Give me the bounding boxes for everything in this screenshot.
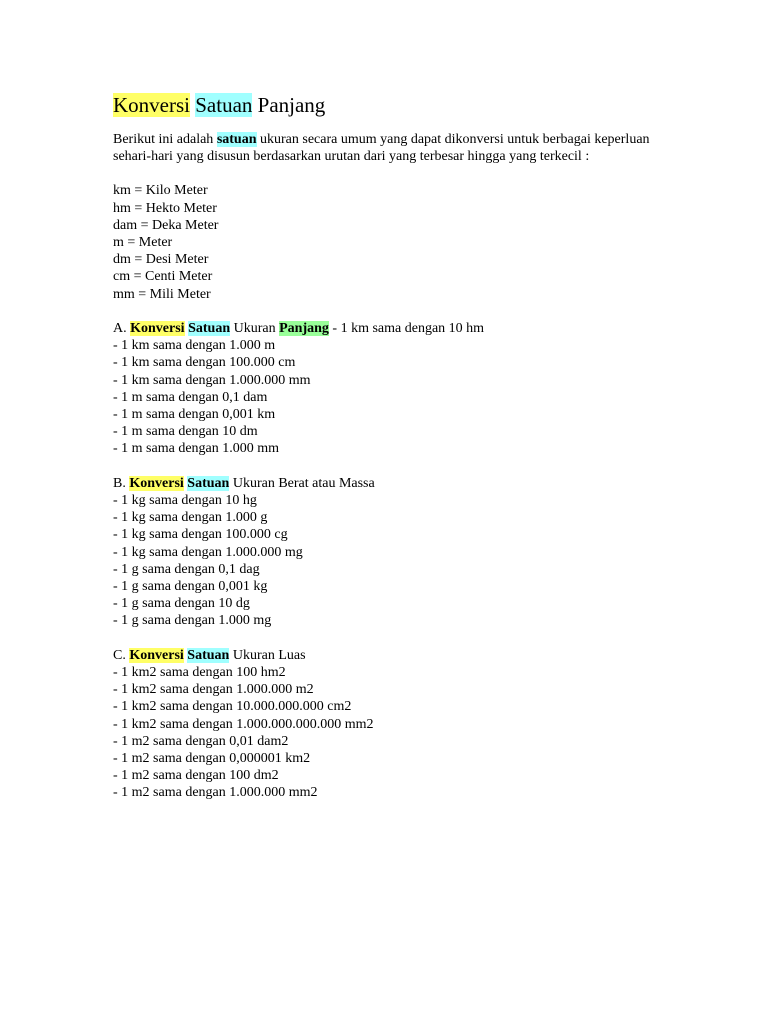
unit-item: dm = Desi Meter: [113, 252, 209, 268]
intro-text-start: Berikut ini adalah: [113, 132, 217, 147]
section-a-highlight-satuan: Satuan: [188, 321, 231, 337]
title-highlight-satuan: Satuan: [195, 93, 253, 117]
page-title: [113, 90, 673, 120]
title-word-panjang: Panjang: [257, 93, 326, 117]
list-item: - 1 km sama dengan 1.000 m: [113, 338, 276, 354]
list-item: - 1 km2 sama dengan 100 hm2: [113, 665, 286, 681]
unit-item: cm = Centi Meter: [113, 269, 213, 285]
unit-list: [113, 182, 673, 801]
list-item: - 1 km sama dengan 100.000 cm: [113, 355, 296, 371]
list-item: - 1 g sama dengan 0,001 kg: [113, 579, 268, 595]
spacer: [113, 303, 673, 320]
list-item: - 1 kg sama dengan 100.000 cg: [113, 527, 288, 543]
list-item: - 1 km2 sama dengan 1.000.000 m2: [113, 682, 314, 698]
intro-highlight-satuan: satuan: [216, 132, 257, 147]
intro-paragraph: [113, 131, 673, 165]
section-a-highlight-konversi: Konversi: [130, 321, 185, 337]
list-item: - 1 m sama dengan 0,1 dam: [113, 389, 268, 405]
list-item: - 1 m2 sama dengan 1.000.000 mm2: [113, 785, 318, 801]
list-item: - 1 m sama dengan 0,001 km: [113, 407, 276, 423]
section-a-letter: A.: [113, 321, 131, 337]
section-a-middle: Ukuran: [230, 321, 280, 337]
section-b-letter: B.: [113, 475, 130, 491]
section-b-rest: Ukuran Berat atau Massa: [229, 475, 375, 491]
unit-item: mm = Mili Meter: [113, 286, 211, 302]
list-item: - 1 g sama dengan 1.000 mg: [113, 613, 272, 629]
list-item: - 1 m2 sama dengan 0,000001 km2: [113, 751, 311, 767]
unit-item: km = Kilo Meter: [113, 183, 208, 199]
list-item: - 1 g sama dengan 10 dg: [113, 596, 250, 612]
section-c-heading: [113, 647, 673, 664]
list-item: - 1 m2 sama dengan 100 dm2: [113, 768, 279, 784]
section-c-highlight-konversi: Konversi: [129, 647, 184, 663]
section-b-heading: [113, 475, 673, 492]
title-highlight-konversi: Konversi: [113, 93, 190, 117]
unit-item: hm = Hekto Meter: [113, 200, 217, 216]
intro-text-end: ukuran secara umum yang dapat dikonversi untuk berbagai keperluan sehari-hari yang disusun berdasarkan urutan dari yang terbesar hingga yang terkecil :: [113, 132, 650, 165]
spacer: [113, 630, 673, 647]
list-item: - 1 kg sama dengan 1.000.000 mg: [113, 544, 303, 560]
list-item: - 1 kg sama dengan 10 hg: [113, 493, 257, 509]
section-c-letter: C.: [113, 647, 130, 663]
unit-item: dam = Deka Meter: [113, 217, 219, 233]
document-page: [113, 90, 673, 802]
section-c-highlight-satuan: Satuan: [187, 647, 230, 663]
unit-item: m = Meter: [113, 235, 173, 251]
spacer: [113, 458, 673, 475]
list-item: - 1 g sama dengan 0,1 dag: [113, 561, 260, 577]
section-a-highlight-panjang: Panjang: [279, 321, 329, 337]
list-item: - 1 m sama dengan 1.000 mm: [113, 441, 280, 457]
list-item: - 1 km2 sama dengan 10.000.000.000 cm2: [113, 699, 352, 715]
section-b-highlight-satuan: Satuan: [187, 475, 230, 491]
section-a-heading: [113, 320, 673, 337]
list-item: - 1 m sama dengan 10 dm: [113, 424, 258, 440]
section-a-first-item: - 1 km sama dengan 10 hm: [328, 321, 485, 337]
list-item: - 1 kg sama dengan 1.000 g: [113, 510, 268, 526]
section-b-highlight-konversi: Konversi: [129, 475, 184, 491]
section-c-rest: Ukuran Luas: [229, 647, 306, 663]
list-item: - 1 km sama dengan 1.000.000 mm: [113, 372, 311, 388]
list-item: - 1 m2 sama dengan 0,01 dam2: [113, 733, 289, 749]
list-item: - 1 km2 sama dengan 1.000.000.000.000 mm2: [113, 716, 374, 732]
